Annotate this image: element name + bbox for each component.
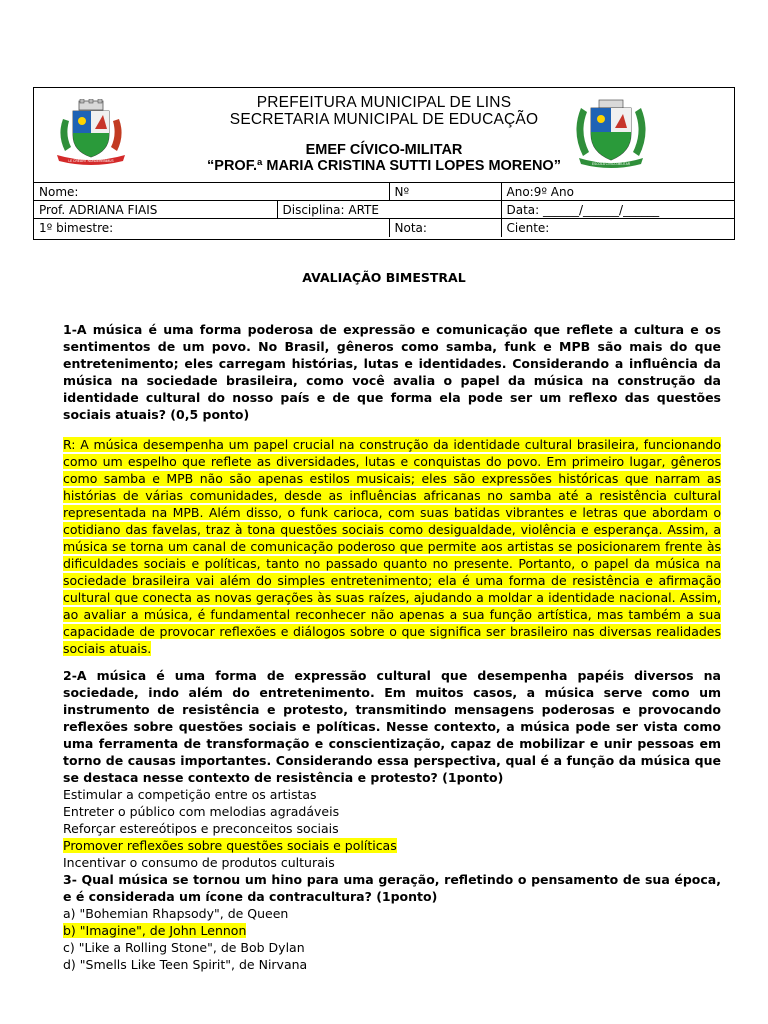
option-item-selected[interactable]: Promover reflexões sobre questões sociais e políticas (63, 838, 397, 853)
signature-field[interactable]: Ciente: (501, 219, 734, 237)
name-field[interactable]: Nome: (34, 183, 389, 201)
question-2: 2-A música é uma forma de expressão cultural que desempenha papéis diversos na sociedade, indo além do entretenimento. Em muitos casos, a música serve como um instrumento de resistência e protesto, transmitindo mensagens poderosas e provocando reflexões sobre questões sociais e políticas. Nesse contexto, a música pode ser vista como uma ferramenta de transformação e conscientização, capaz de mobilizar e unir pessoas em torno de causas importantes. Considerando essa perspectiva, qual é a função da música que se destaca nesse contexto de resistência e protesto? (1ponto) (63, 668, 721, 785)
option-item[interactable]: Estimular a competição entre os artistas (63, 787, 317, 802)
question-1: 1-A música é uma forma poderosa de expressão e comunicação que reflete a cultura e os sentimentos de um povo. No Brasil, gêneros como samba, funk e MPB são mais do que entretenimento; eles carregam histórias, lutas e identidades. Considerando a influência da música na sociedade brasileira, como você avalia o papel da música na construção da identidade cultural do nosso país e de que forma ela pode ser um reflexo das questões sociais atuais? (0,5 ponto) (63, 322, 721, 422)
school-type: EMEF CÍVICO-MILITAR (305, 142, 463, 158)
secretariat-name: SECRETARIA MUNICIPAL DE EDUCAÇÃO (229, 111, 539, 128)
question-2-options (63, 786, 721, 871)
date-field[interactable]: Data: ______/______/______ (501, 201, 734, 219)
student-info-table (34, 182, 734, 237)
option-item[interactable]: Incentivar o consumo de produtos culturais (63, 855, 335, 870)
crest-left-ribbon-text: LE CRÉAVIT NONDEREBIMUS (68, 159, 114, 163)
prefecture-name: PREFEITURA MUNICIPAL DE LINS (256, 94, 512, 111)
subject-field: Disciplina: ARTE (277, 201, 501, 219)
option-item[interactable]: d) "Smells Like Teen Spirit", de Nirvana (63, 957, 308, 972)
question-3: 3- Qual música se tornou um hino para uma geração, refletindo o pensamento de sua época, e é considerada um ícone da contracultura? (1ponto) (63, 872, 721, 904)
bimester-field: 1º bimestre: (34, 219, 389, 237)
school-crest-icon (569, 98, 653, 170)
table-row (34, 201, 734, 219)
option-item[interactable]: a) "Bohemian Rhapsody", de Queen (63, 906, 289, 921)
question-3-options (63, 905, 721, 973)
option-item[interactable]: Entreter o público com melodias agradáveis (63, 804, 340, 819)
grade-field[interactable]: Nota: (389, 219, 501, 237)
option-item-selected[interactable]: b) "Imagine", de John Lennon (63, 923, 247, 938)
answer-1-text: R: A música desempenha um papel crucial na construção da identidade cultural brasileira, funcionando como um espelho que reflete as diversidades, lutas e conquistas do povo. Em primeiro lugar, gêneros como samba e MPB não são apenas estilos musicais; eles são expressões históricas que narram as histórias de várias comunidades, desde as influências africanas no samba até a resistência cultural representada na MPB. Além disso, o funk carioca, com suas batidas vibrantes e letras que abordam o cotidiano das favelas, traz à tona questões sociais como desigualdade, violência e esperança. Assim, a música se torna um canal de comunicação poderoso que permite aos artistas se posicionarem frente às dificuldades sociais e políticas, tanto no passado quanto no presente. Portanto, o papel da música na sociedade brasileira vai além do simples entretenimento; ela é uma forma de resistência e afirmação cultural que conecta as novas gerações às suas raízes, ajudando a moldar a identidade nacional. Assim, ao avaliar a música, é fundamental reconhecer não apenas a sua função artística, mas também a sua capacidade de provocar reflexões e diálogos sobre o que significa ser brasileiro nas diversas realidades sociais atuais. (63, 437, 721, 656)
option-item[interactable]: Reforçar estereótipos e preconceitos sociais (63, 821, 339, 836)
year-field: Ano:9º Ano (501, 183, 734, 201)
crest-right-ribbon-text: ESCOLA CÍVICO-MILITAR (591, 162, 631, 166)
page-title: AVALIAÇÃO BIMESTRAL (302, 270, 466, 285)
answer-1 (63, 436, 721, 657)
table-row (34, 183, 734, 201)
exam-content (63, 321, 721, 973)
number-field[interactable]: Nº (389, 183, 501, 201)
school-name: “PROF.ª MARIA CRISTINA SUTTI LOPES MORENO” (207, 158, 561, 174)
table-row (34, 219, 734, 237)
document-header (33, 87, 735, 240)
option-item[interactable]: c) "Like a Rolling Stone", de Bob Dylan (63, 940, 305, 955)
teacher-field: Prof. ADRIANA FIAIS (34, 201, 277, 219)
